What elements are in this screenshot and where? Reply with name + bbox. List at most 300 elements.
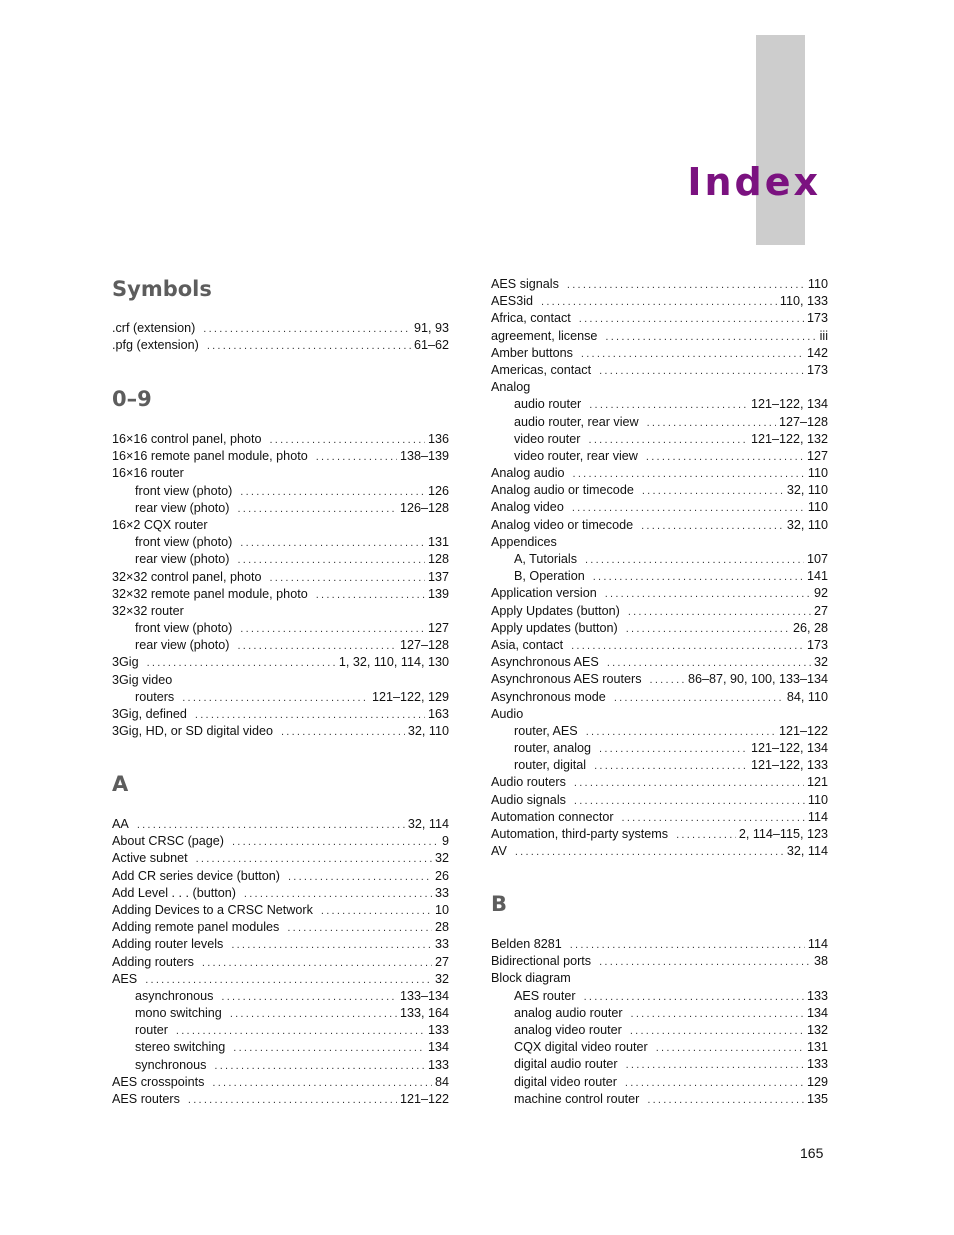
- entry-term: router, analog: [514, 741, 592, 756]
- entry-pages: 2, 114–115, 123: [738, 827, 828, 841]
- index-entry: [112, 603, 449, 620]
- entry-term: AES signals: [491, 277, 559, 291]
- index-subentry: [112, 1005, 449, 1022]
- section-entries-b: [491, 936, 828, 1108]
- dot-leader: [647, 1092, 804, 1109]
- index-entry: [112, 465, 449, 482]
- entry-pages: 136: [427, 432, 449, 446]
- dot-leader: [240, 621, 425, 638]
- dot-leader: [137, 817, 405, 834]
- entry-pages: 133–134: [399, 988, 449, 1003]
- entry-term: AES router: [514, 988, 576, 1003]
- entry-pages: 110, 133: [779, 294, 828, 309]
- entry-term: AES: [112, 971, 138, 986]
- entry-pages: 33: [434, 937, 449, 952]
- entry-pages: 121–122, 134: [750, 397, 828, 412]
- index-subentry: [491, 551, 828, 568]
- index-subentry: [491, 988, 828, 1005]
- entry-pages: 38: [813, 954, 828, 969]
- index-entry: [491, 620, 828, 637]
- index-entry: [491, 293, 828, 310]
- section-entries-0-9: [112, 431, 449, 740]
- entry-term: Application version: [491, 586, 597, 601]
- entry-pages: 133: [427, 1023, 449, 1038]
- index-subentry: [491, 1056, 828, 1073]
- entry-pages: 127: [427, 621, 449, 636]
- dot-leader: [145, 972, 432, 989]
- entry-term: CQX digital video router: [514, 1040, 648, 1055]
- entry-pages: 132: [806, 1022, 828, 1037]
- entry-term: Add CR series device (button): [112, 868, 280, 883]
- entry-pages: 121–122, 134: [750, 741, 828, 756]
- index-entry: [112, 569, 449, 586]
- entry-pages: 110: [807, 792, 828, 807]
- entry-pages: 137: [427, 569, 449, 584]
- entry-term: 32×32 control panel, photo: [112, 569, 262, 584]
- dot-leader: [589, 397, 748, 414]
- index-subentry: [491, 448, 828, 465]
- dot-leader: [207, 338, 411, 355]
- index-entry: [112, 850, 449, 867]
- index-entry: [112, 517, 449, 534]
- entry-term: 32×32 router: [112, 603, 184, 618]
- entry-term: Active subnet: [112, 851, 188, 866]
- entry-pages: 173: [806, 311, 828, 326]
- index-entry: [491, 654, 828, 671]
- entry-pages: 28: [434, 920, 449, 935]
- dot-leader: [238, 501, 397, 518]
- entry-term: asynchronous: [135, 988, 214, 1003]
- entry-pages: 10: [434, 902, 449, 917]
- index-entry: [112, 971, 449, 988]
- entry-term: Asynchronous AES: [491, 655, 599, 670]
- index-entry: [491, 809, 828, 826]
- entry-pages: 32, 110: [786, 517, 828, 532]
- dot-leader: [628, 604, 811, 621]
- entry-pages: 126–128: [399, 500, 449, 515]
- entry-term: 16×16 router: [112, 466, 184, 481]
- entry-term: Amber buttons: [491, 345, 573, 360]
- dot-leader: [202, 955, 432, 972]
- entry-term: AES routers: [112, 1092, 180, 1106]
- entry-term: Apply updates (button): [491, 620, 618, 635]
- entry-pages: 84: [434, 1074, 449, 1089]
- dot-leader: [570, 937, 805, 954]
- section-heading-0-9: 0–9: [112, 387, 152, 411]
- dot-leader: [647, 415, 776, 432]
- index-entry: [491, 792, 828, 809]
- dot-leader: [270, 432, 425, 449]
- index-entry: [112, 868, 449, 885]
- index-subentry: [112, 1057, 449, 1074]
- dot-leader: [626, 1057, 804, 1074]
- dot-leader: [233, 1040, 425, 1057]
- entry-term: front view (photo): [135, 483, 233, 498]
- dot-leader: [182, 690, 369, 707]
- index-subentry: [491, 740, 828, 757]
- index-entry: [112, 954, 449, 971]
- entry-pages: 107: [806, 552, 828, 566]
- entry-pages: 32, 110: [786, 483, 828, 498]
- entry-term: Add Level . . . (button): [112, 885, 236, 900]
- dot-leader: [622, 810, 805, 827]
- entry-pages: 110: [807, 500, 828, 515]
- entry-term: 3Gig, defined: [112, 707, 187, 721]
- entry-pages: 139: [427, 586, 449, 601]
- index-entry: [112, 337, 449, 354]
- dot-leader: [541, 294, 777, 311]
- dot-leader: [231, 937, 432, 954]
- index-entry: [491, 517, 828, 534]
- entry-term: router, digital: [514, 758, 587, 773]
- page-number: 165: [800, 1145, 824, 1161]
- dot-leader: [288, 869, 432, 886]
- dot-leader: [586, 724, 776, 741]
- dot-leader: [232, 834, 439, 851]
- entry-pages: 26, 28: [792, 620, 828, 635]
- dot-leader: [599, 741, 748, 758]
- entry-pages: 121–122, 133: [750, 758, 828, 773]
- index-entry: [491, 953, 828, 970]
- entry-term: About CRSC (page): [112, 834, 224, 849]
- dot-leader: [581, 346, 804, 363]
- entry-pages: 91, 93: [413, 321, 449, 335]
- entry-pages: 126: [427, 483, 449, 498]
- dot-leader: [321, 903, 432, 920]
- index-subentry: [491, 1005, 828, 1022]
- index-entry: [112, 816, 449, 833]
- entry-pages: 121–122: [399, 1092, 449, 1106]
- entry-term: AA: [112, 817, 129, 831]
- index-entry: [112, 672, 449, 689]
- index-subentry: [491, 723, 828, 740]
- dot-leader: [676, 827, 736, 844]
- index-subentry: [491, 757, 828, 774]
- dot-leader: [584, 989, 804, 1006]
- dot-leader: [614, 690, 784, 707]
- entry-term: Asynchronous AES routers: [491, 672, 642, 687]
- index-entry: [491, 689, 828, 706]
- index-entry: [491, 706, 828, 723]
- dot-leader: [176, 1023, 425, 1040]
- entry-pages: 9: [441, 834, 449, 849]
- index-entry: [112, 902, 449, 919]
- entry-pages: 1, 32, 110, 114, 130: [338, 655, 449, 670]
- entry-term: analog video router: [514, 1022, 622, 1037]
- section-heading-symbols: Symbols: [112, 277, 212, 301]
- index-subentry: [491, 431, 828, 448]
- index-subentry: [112, 534, 449, 551]
- entry-pages: 163: [427, 707, 449, 721]
- entry-term: AES3id: [491, 294, 534, 309]
- index-entry: [491, 465, 828, 482]
- entry-term: Analog audio or timecode: [491, 483, 634, 498]
- entry-pages: 32, 114: [407, 817, 449, 831]
- index-entry: [491, 603, 828, 620]
- entry-pages: 32: [434, 851, 449, 866]
- entry-term: A, Tutorials: [514, 552, 577, 566]
- dot-leader: [238, 638, 397, 655]
- entry-term: Analog: [491, 380, 531, 395]
- index-entry: [491, 345, 828, 362]
- entry-term: audio router, rear view: [514, 414, 639, 429]
- index-entry: [491, 637, 828, 654]
- dot-leader: [625, 1075, 804, 1092]
- page-title: Index: [687, 160, 821, 204]
- entry-pages: 32, 114: [786, 844, 828, 859]
- entry-term: 3Gig video: [112, 672, 173, 687]
- entry-term: mono switching: [135, 1006, 222, 1021]
- entry-pages: 135: [806, 1091, 828, 1106]
- entry-pages: 134: [427, 1040, 449, 1055]
- dot-leader: [574, 775, 804, 792]
- index-entry: [491, 671, 828, 688]
- index-entry: [112, 654, 449, 671]
- dot-leader: [240, 535, 425, 552]
- entry-term: digital video router: [514, 1074, 617, 1089]
- entry-pages: 32: [813, 655, 828, 670]
- dot-leader: [631, 1006, 804, 1023]
- entry-term: machine control router: [514, 1091, 640, 1106]
- dot-leader: [646, 449, 804, 466]
- entry-term: 16×16 remote panel module, photo: [112, 449, 308, 464]
- entry-pages: iii: [819, 328, 828, 343]
- section-entries-a: [112, 816, 449, 1108]
- entry-pages: 26: [434, 868, 449, 883]
- entry-term: .crf (extension): [112, 321, 196, 335]
- index-subentry: [112, 689, 449, 706]
- entry-term: 16×2 CQX router: [112, 517, 208, 532]
- index-entry: [491, 499, 828, 516]
- index-subentry: [112, 500, 449, 517]
- entry-pages: 131: [806, 1040, 828, 1055]
- entry-pages: 92: [813, 586, 828, 601]
- index-entry: [491, 774, 828, 791]
- dot-leader: [607, 655, 811, 672]
- entry-pages: 110: [807, 466, 828, 481]
- entry-term: .pfg (extension): [112, 338, 199, 353]
- entry-term: video router, rear view: [514, 448, 638, 463]
- entry-term: 16×16 control panel, photo: [112, 432, 262, 446]
- entry-pages: 133: [427, 1057, 449, 1072]
- section-heading-b: B: [491, 892, 508, 916]
- index-subentry: [112, 1022, 449, 1039]
- entry-term: AES crosspoints: [112, 1074, 205, 1089]
- dot-leader: [599, 954, 811, 971]
- entry-term: front view (photo): [135, 621, 233, 636]
- dot-leader: [316, 587, 425, 604]
- entry-term: analog audio router: [514, 1005, 623, 1020]
- dot-leader: [626, 621, 790, 638]
- entry-term: Adding router levels: [112, 937, 224, 952]
- dot-leader: [571, 638, 804, 655]
- dot-leader: [203, 321, 411, 338]
- dot-leader: [642, 483, 784, 500]
- dot-leader: [230, 1006, 397, 1023]
- entry-pages: 86–87, 90, 100, 133–134: [687, 672, 828, 687]
- entry-term: Africa, contact: [491, 311, 571, 326]
- index-subentry: [491, 1091, 828, 1108]
- entry-term: 3Gig, HD, or SD digital video: [112, 724, 273, 739]
- entry-pages: 114: [807, 937, 828, 951]
- entry-term: Analog video or timecode: [491, 517, 634, 532]
- entry-term: router: [135, 1023, 168, 1038]
- index-entry: [112, 723, 449, 740]
- entry-term: Analog video: [491, 500, 564, 515]
- dot-leader: [650, 672, 685, 689]
- entry-pages: 121: [806, 775, 828, 790]
- dot-leader: [147, 655, 336, 672]
- entry-term: Automation connector: [491, 809, 614, 824]
- index-entry: [112, 936, 449, 953]
- index-entry: [112, 833, 449, 850]
- entry-term: 3Gig: [112, 655, 139, 670]
- dot-leader: [212, 1075, 432, 1092]
- entry-term: digital audio router: [514, 1057, 618, 1072]
- entry-pages: 33: [434, 885, 449, 900]
- entry-term: 32×32 remote panel module, photo: [112, 586, 308, 601]
- entry-pages: 121–122, 129: [371, 689, 449, 704]
- index-subentry: [112, 551, 449, 568]
- entry-pages: 138–139: [399, 449, 449, 464]
- dot-leader: [594, 758, 748, 775]
- index-subentry: [491, 1074, 828, 1091]
- entry-term: Adding routers: [112, 954, 194, 969]
- index-entry: [112, 431, 449, 448]
- entry-pages: 121–122, 132: [750, 431, 828, 446]
- dot-leader: [240, 484, 425, 501]
- entry-term: AV: [491, 844, 507, 859]
- entry-term: Asynchronous mode: [491, 689, 606, 704]
- index-entry: [112, 1074, 449, 1091]
- entry-term: Bidirectional ports: [491, 954, 592, 969]
- index-entry: [491, 328, 828, 345]
- entry-pages: 133, 164: [399, 1006, 449, 1021]
- entry-pages: 127–128: [778, 414, 828, 429]
- entry-term: agreement, license: [491, 328, 598, 343]
- index-entry: [491, 936, 828, 953]
- index-entry: [112, 706, 449, 723]
- index-subentry: [491, 1022, 828, 1039]
- index-subentry: [491, 396, 828, 413]
- dot-leader: [567, 277, 805, 294]
- index-entry: [491, 362, 828, 379]
- index-entry: [491, 534, 828, 551]
- index-entry: [491, 379, 828, 396]
- entry-pages: 141: [806, 569, 828, 584]
- entry-term: Americas, contact: [491, 362, 592, 377]
- index-subentry: [112, 1039, 449, 1056]
- index-subentry: [112, 620, 449, 637]
- entry-pages: 133: [806, 988, 828, 1003]
- entry-pages: 61–62: [413, 338, 449, 353]
- entry-pages: 133: [806, 1057, 828, 1072]
- index-subentry: [112, 483, 449, 500]
- entry-pages: 27: [434, 954, 449, 969]
- entry-term: Automation, third-party systems: [491, 827, 669, 841]
- index-entry: [491, 310, 828, 327]
- entry-term: B, Operation: [514, 569, 585, 584]
- section-heading-a: A: [112, 772, 129, 796]
- dot-leader: [656, 1040, 804, 1057]
- index-entry: [491, 585, 828, 602]
- entry-term: Appendices: [491, 534, 557, 549]
- entry-term: rear view (photo): [135, 638, 230, 653]
- dot-leader: [585, 552, 804, 569]
- dot-leader: [515, 844, 784, 861]
- dot-leader: [589, 432, 748, 449]
- dot-leader: [287, 920, 432, 937]
- entry-pages: 173: [806, 637, 828, 652]
- index-entry: [112, 885, 449, 902]
- chapter-tab: [756, 35, 805, 245]
- dot-leader: [641, 518, 784, 535]
- dot-leader: [281, 724, 405, 741]
- dot-leader: [270, 570, 425, 587]
- entry-pages: 32: [434, 971, 449, 986]
- dot-leader: [188, 1092, 397, 1109]
- index-entry: [112, 320, 449, 337]
- entry-term: Audio: [491, 706, 524, 721]
- entry-pages: 127: [806, 448, 828, 463]
- section-entries-a-continued: [491, 276, 828, 860]
- entry-term: synchronous: [135, 1057, 207, 1072]
- index-subentry: [491, 414, 828, 431]
- entry-term: Adding remote panel modules: [112, 920, 280, 935]
- entry-pages: 129: [806, 1074, 828, 1089]
- entry-term: front view (photo): [135, 535, 233, 550]
- entry-pages: 110: [807, 277, 828, 291]
- dot-leader: [316, 449, 397, 466]
- entry-pages: 134: [806, 1005, 828, 1020]
- entry-term: router, AES: [514, 723, 578, 738]
- index-subentry: [491, 1039, 828, 1056]
- entry-term: audio router: [514, 397, 582, 412]
- index-entry: [112, 448, 449, 465]
- entry-term: Audio signals: [491, 792, 566, 807]
- entry-term: video router: [514, 431, 581, 446]
- dot-leader: [195, 707, 425, 724]
- index-entry: [491, 826, 828, 843]
- dot-leader: [599, 363, 804, 380]
- dot-leader: [238, 552, 425, 569]
- entry-term: Audio routers: [491, 775, 566, 790]
- index-subentry: [112, 637, 449, 654]
- dot-leader: [573, 466, 805, 483]
- entry-pages: 114: [807, 809, 828, 824]
- entry-term: Apply Updates (button): [491, 603, 620, 618]
- entry-term: Analog audio: [491, 466, 565, 481]
- index-subentry: [112, 988, 449, 1005]
- entry-term: routers: [135, 689, 175, 704]
- index-entry: [112, 586, 449, 603]
- entry-pages: 127–128: [399, 638, 449, 653]
- dot-leader: [630, 1023, 804, 1040]
- entry-pages: 84, 110: [786, 689, 828, 704]
- index-subentry: [491, 568, 828, 585]
- entry-term: stereo switching: [135, 1040, 226, 1055]
- entry-term: Belden 8281: [491, 937, 562, 951]
- entry-term: rear view (photo): [135, 500, 230, 515]
- entry-pages: 142: [806, 345, 828, 360]
- dot-leader: [221, 989, 397, 1006]
- dot-leader: [593, 569, 804, 586]
- index-entry: [491, 970, 828, 987]
- entry-term: rear view (photo): [135, 552, 230, 567]
- dot-leader: [605, 329, 816, 346]
- index-entry: [491, 843, 828, 860]
- entry-pages: 128: [427, 552, 449, 567]
